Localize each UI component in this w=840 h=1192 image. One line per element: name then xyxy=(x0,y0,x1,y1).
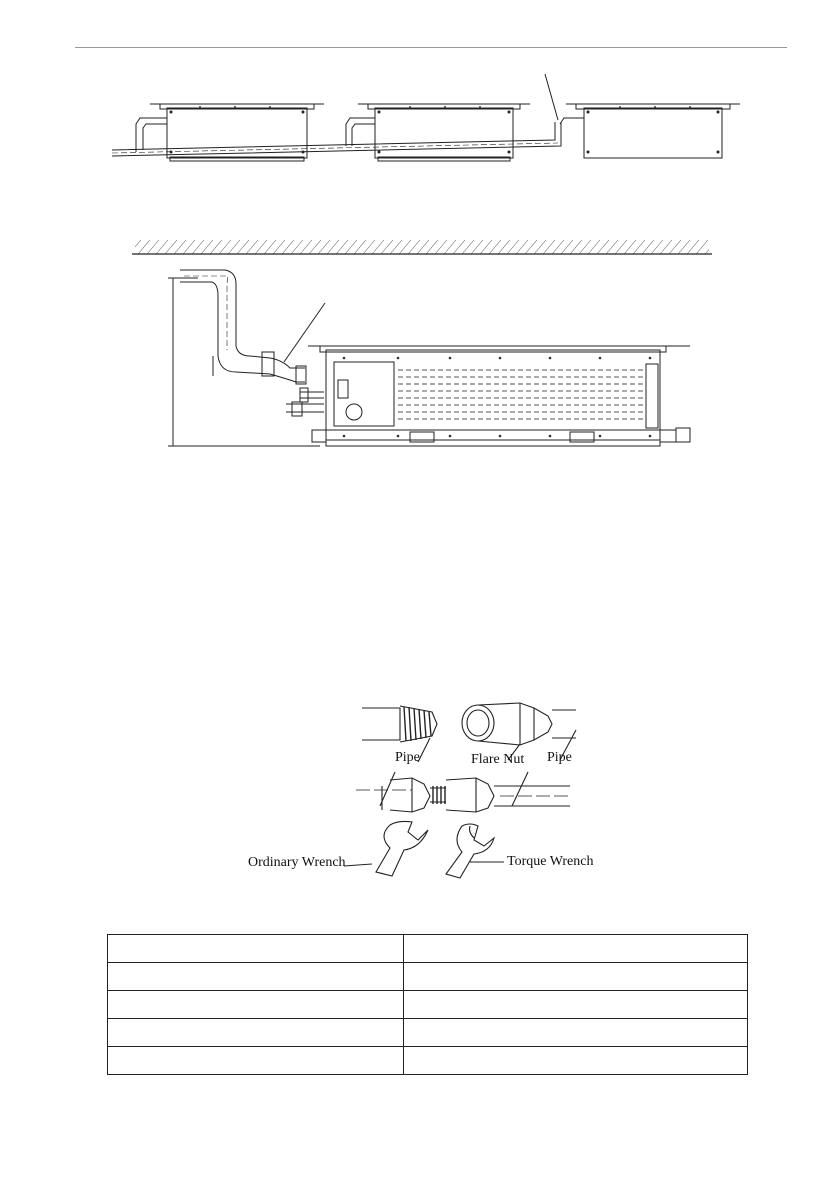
table-row xyxy=(108,1019,748,1047)
table-cell xyxy=(404,935,748,963)
table-cell xyxy=(108,1047,404,1075)
table-cell xyxy=(404,1019,748,1047)
ordinary-wrench-label: Ordinary Wrench xyxy=(248,855,346,870)
table-cell xyxy=(108,935,404,963)
table-cell xyxy=(404,991,748,1019)
table-cell xyxy=(404,1047,748,1075)
table-row xyxy=(108,991,748,1019)
table-cell xyxy=(108,1019,404,1047)
table-row xyxy=(108,1047,748,1075)
table-row xyxy=(108,935,748,963)
table-cell xyxy=(108,991,404,1019)
table-cell xyxy=(108,963,404,991)
table-cell xyxy=(404,963,748,991)
table-row xyxy=(108,963,748,991)
pipe-label-left: Pipe xyxy=(395,750,420,765)
flare-nut-label: Flare Nut xyxy=(471,752,525,767)
torque-wrench-label: Torque Wrench xyxy=(507,854,594,869)
torque-table xyxy=(107,934,748,1075)
pipe-label-right: Pipe xyxy=(547,750,572,765)
